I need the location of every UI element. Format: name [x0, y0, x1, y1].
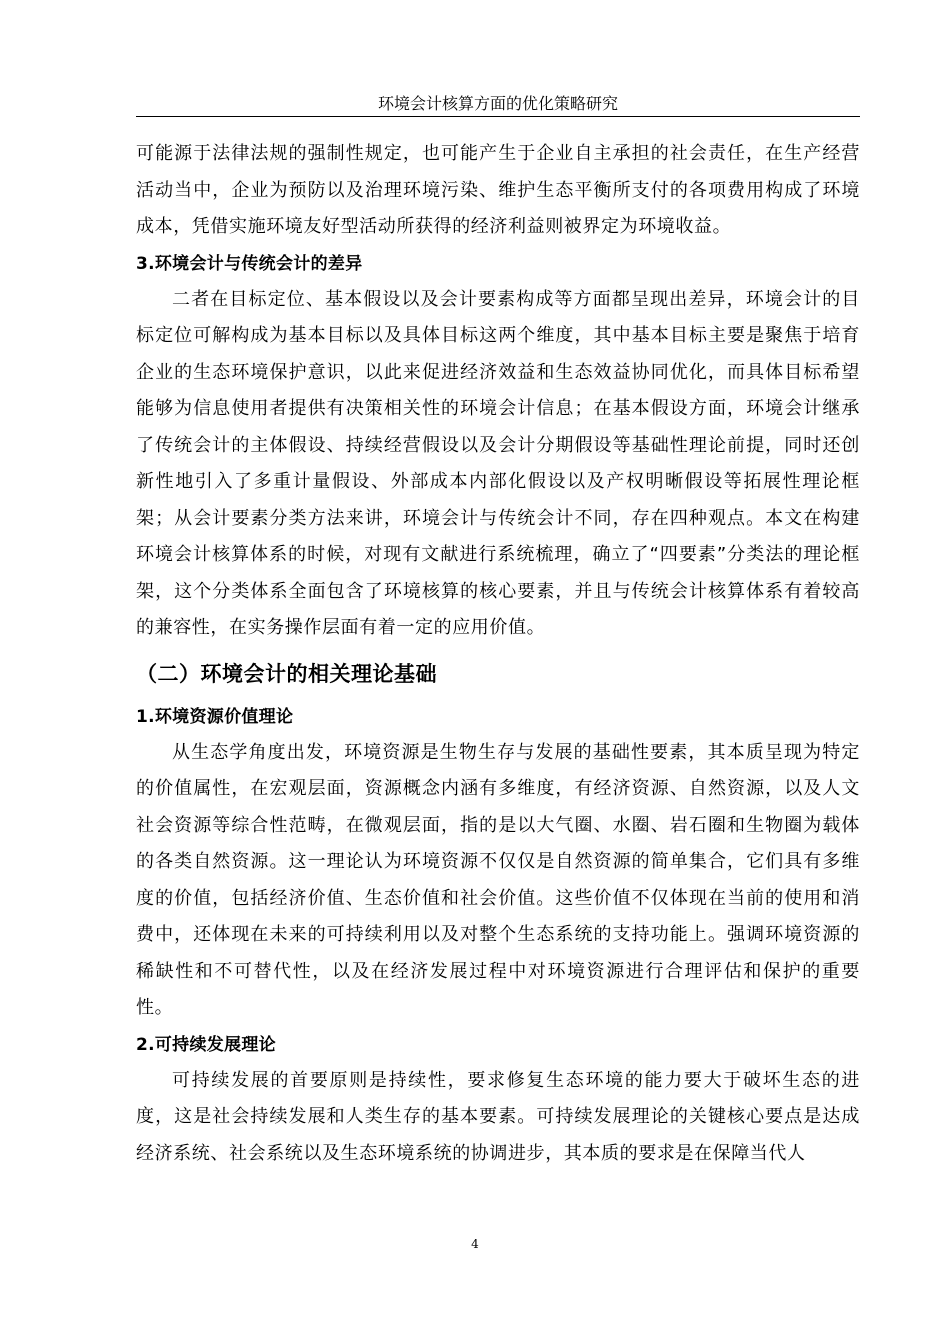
- paragraph-accounting-differences: 二者在目标定位、基本假设以及会计要素构成等方面都呈现出差异，环境会计的目标定位可解构成为基本目标以及具体目标这两个维度，其中基本目标主要是聚焦于培育企业的生态环境保护意识，以此来促进经济效益和生态效益协同优化，而具体目标希望能够为信息使用者提供有决策相关性的环境会计信息；在基本假设方面，环境会计继承了传统会计的主体假设、持续经营假设以及会计分期假设等基础性理论前提，同时还创新性地引入了多重计量假设、外部成本内部化假设以及产权明晰假设等拓展性理论框架；从会计要素分类方法来讲，环境会计与传统会计不同，存在四种观点。本文在构建环境会计核算体系的时候，对现有文献进行系统梳理，确立了“四要素”分类法的理论框架，这个分类体系全面包含了环境核算的核心要素，并且与传统会计核算体系有着较高的兼容性，在实务操作层面有着一定的应用价值。: [136, 288, 860, 638]
- subheading-sustainable-development: 2.可持续发展理论: [136, 1034, 276, 1055]
- page-number: 4: [471, 1237, 479, 1251]
- paragraph-sustainable-development: 可持续发展的首要原则是持续性，要求修复生态环境的能力要大于破坏生态的进度，这是社会持续发展和人类生存的基本要素。可持续发展理论的关键核心要点是达成经济系统、社会系统以及生态环境系统的协调进步，其本质的要求是在保障当代人: [136, 1069, 860, 1164]
- running-header: 环境会计核算方面的优化策略研究: [377, 94, 618, 113]
- header-rule: [136, 116, 860, 117]
- paragraph-environmental-cost-continued: 可能源于法律法规的强制性规定，也可能产生于企业自主承担的社会责任，在生产经营活动当中，企业为预防以及治理环境污染、维护生态平衡所支付的各项费用构成了环境成本，凭借实施环境友好型活动所获得的经济利益则被界定为环境收益。: [136, 143, 860, 237]
- subheading-resource-value-theory: 1.环境资源价值理论: [136, 706, 294, 727]
- subheading-accounting-differences: 3.环境会计与传统会计的差异: [136, 253, 363, 274]
- page-body: [136, 136, 860, 1172]
- section-heading-theoretical-basis: （二）环境会计的相关理论基础: [136, 661, 437, 686]
- paragraph-resource-value-theory: 从生态学角度出发，环境资源是生物生存与发展的基础性要素，其本质呈现为特定的价值属性，在宏观层面，资源概念内涵有多维度，有经济资源、自然资源，以及人文社会资源等综合性范畴，在微观层面，指的是以大气圈、水圈、岩石圈和生物圈为载体的各类自然资源。这一理论认为环境资源不仅仅是自然资源的简单集合，它们具有多维度的价值，包括经济价值、生态价值和社会价值。这些价值不仅体现在当前的使用和消费中，还体现在未来的可持续利用以及对整个生态系统的支持功能上。强调环境资源的稀缺性和不可替代性，以及在经济发展过程中对环境资源进行合理评估和保护的重要性。: [136, 741, 860, 1018]
